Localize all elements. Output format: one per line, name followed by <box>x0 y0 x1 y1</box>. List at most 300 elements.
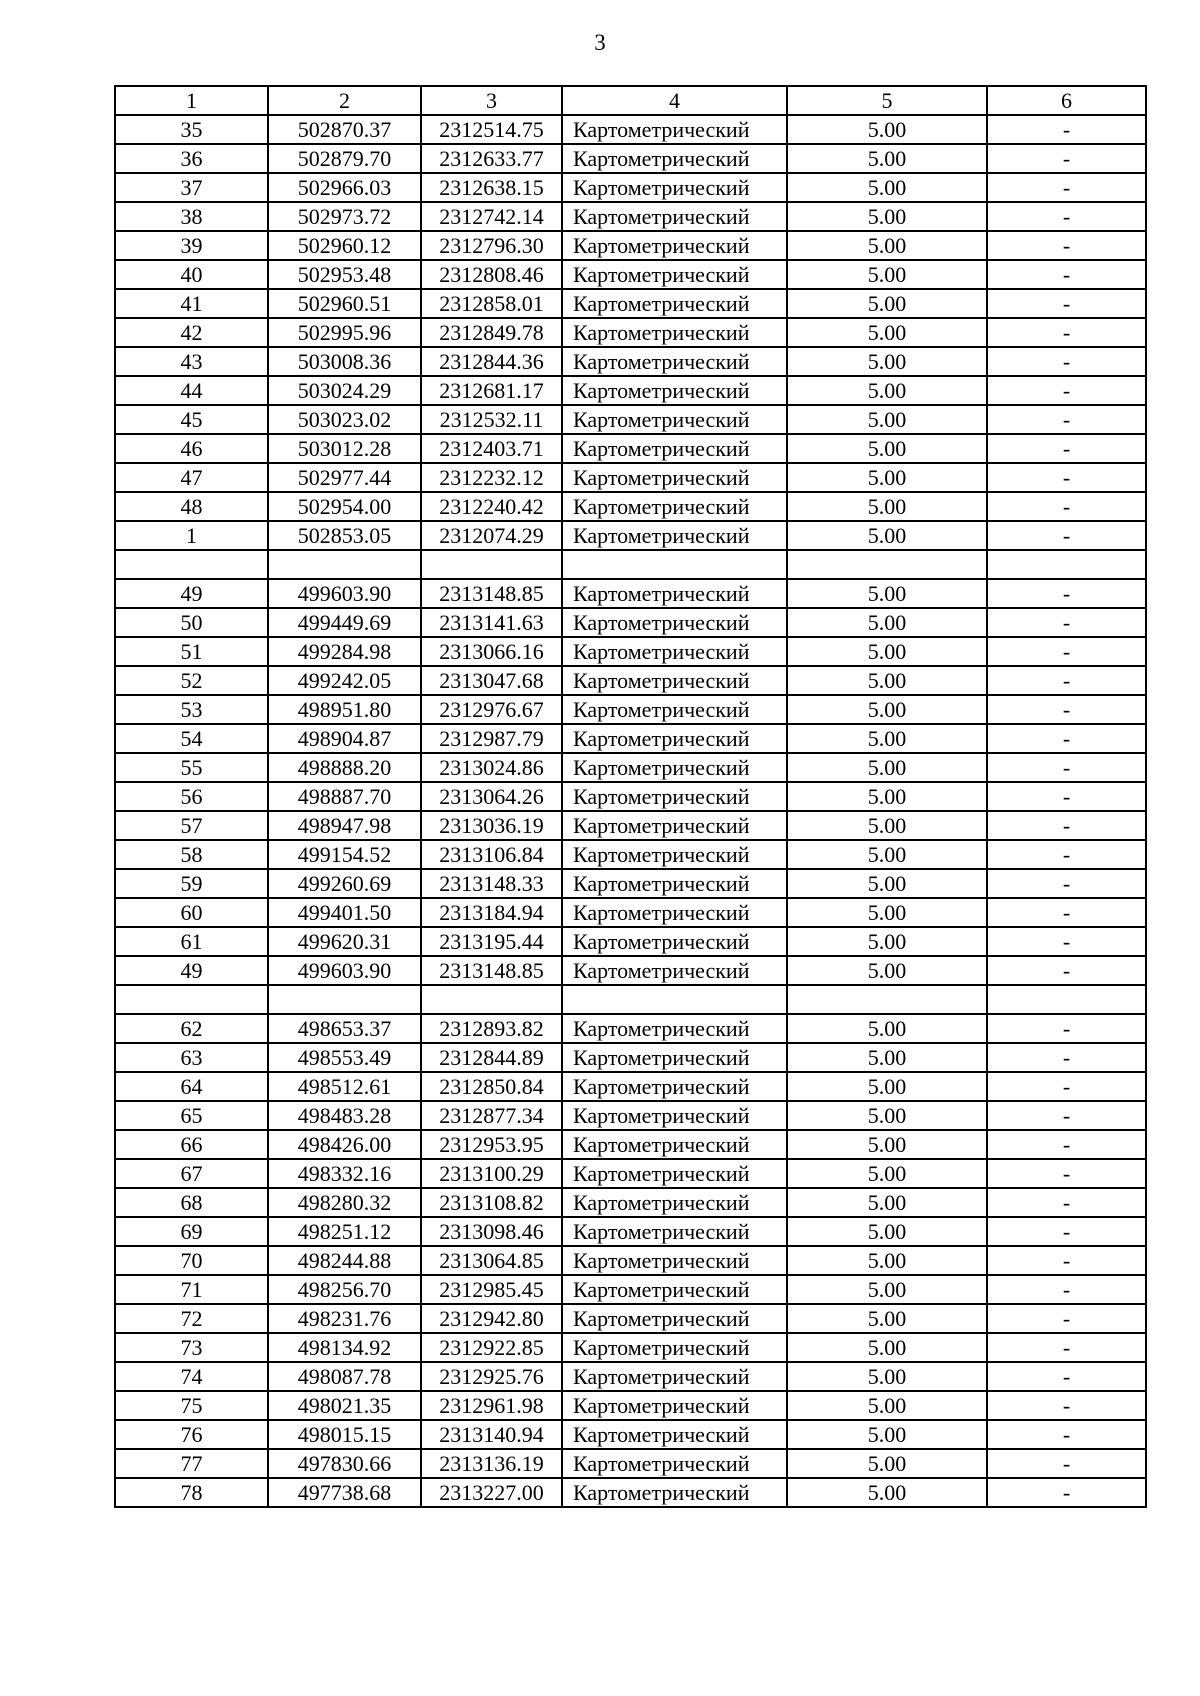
table-cell-col5: 5.00 <box>787 492 987 521</box>
header-row <box>115 86 1146 115</box>
table-cell-col5: 5.00 <box>787 173 987 202</box>
table-cell-col4: Картометрический <box>562 1072 787 1101</box>
table-row <box>115 579 1146 608</box>
table-cell-col1: 45 <box>115 405 268 434</box>
table-cell-col3: 2312844.89 <box>421 1043 562 1072</box>
table-cell-col4: Картометрический <box>562 724 787 753</box>
table-cell-col2: 498280.32 <box>268 1188 421 1217</box>
table-cell-col5: 5.00 <box>787 289 987 318</box>
table-cell-col6: - <box>987 1246 1146 1275</box>
header-cell-1: 1 <box>115 86 268 115</box>
table-cell-col6: - <box>987 1478 1146 1507</box>
table-cell-col2: 498426.00 <box>268 1130 421 1159</box>
table-cell-col3: 2312961.98 <box>421 1391 562 1420</box>
table-cell-col1: 35 <box>115 115 268 144</box>
table-cell-col5: 5.00 <box>787 1333 987 1362</box>
table-cell-col1: 60 <box>115 898 268 927</box>
table-cell-col1: 62 <box>115 1014 268 1043</box>
table-cell-col4: Картометрический <box>562 637 787 666</box>
table-row <box>115 347 1146 376</box>
table-row <box>115 840 1146 869</box>
table-cell-col4: Картометрический <box>562 492 787 521</box>
table-cell-col3: 2312403.71 <box>421 434 562 463</box>
table-cell-col6: - <box>987 1304 1146 1333</box>
table-cell-col1: 53 <box>115 695 268 724</box>
table-cell-col5: 5.00 <box>787 405 987 434</box>
header-cell-4: 4 <box>562 86 787 115</box>
table-cell-col1: 64 <box>115 1072 268 1101</box>
table-cell-col2: 503008.36 <box>268 347 421 376</box>
table-cell-col3: 2312953.95 <box>421 1130 562 1159</box>
table-cell-col4: Картометрический <box>562 1304 787 1333</box>
table-row <box>115 898 1146 927</box>
table-cell-col6: - <box>987 1362 1146 1391</box>
table-cell-col1: 51 <box>115 637 268 666</box>
table-cell-col2: 498553.49 <box>268 1043 421 1072</box>
table-row <box>115 405 1146 434</box>
table-row <box>115 1420 1146 1449</box>
table-cell-col2: 502966.03 <box>268 173 421 202</box>
table-cell-col5: 5.00 <box>787 434 987 463</box>
table-cell-col4: Картометрический <box>562 1101 787 1130</box>
table-cell-col1: 59 <box>115 869 268 898</box>
table-cell-col1: 57 <box>115 811 268 840</box>
table-cell-col3: 2312849.78 <box>421 318 562 347</box>
table-cell-col4: Картометрический <box>562 695 787 724</box>
table-cell-col2: 498332.16 <box>268 1159 421 1188</box>
table-cell-col3: 2312850.84 <box>421 1072 562 1101</box>
table-cell-col2: 499449.69 <box>268 608 421 637</box>
table-cell-col6: - <box>987 376 1146 405</box>
table-cell-col5: 5.00 <box>787 1130 987 1159</box>
table-cell-col6: - <box>987 579 1146 608</box>
table-cell-col6: - <box>987 956 1146 985</box>
table-cell-col3: 2313100.29 <box>421 1159 562 1188</box>
table-cell-col4: Картометрический <box>562 869 787 898</box>
table-cell-col1: 58 <box>115 840 268 869</box>
table-cell-col4: Картометрический <box>562 405 787 434</box>
table-cell-col4: Картометрический <box>562 144 787 173</box>
table-row <box>115 1101 1146 1130</box>
table-cell-col1: 49 <box>115 579 268 608</box>
table-cell-col2: 498256.70 <box>268 1275 421 1304</box>
table-cell-col4: Картометрический <box>562 782 787 811</box>
table-row <box>115 1478 1146 1507</box>
table-cell-col4: Картометрический <box>562 376 787 405</box>
table-cell-col5: 5.00 <box>787 1159 987 1188</box>
header-cell-5: 5 <box>787 86 987 115</box>
table-cell-col1: 70 <box>115 1246 268 1275</box>
table-cell-col6: - <box>987 1449 1146 1478</box>
table-cell-col6: - <box>987 1420 1146 1449</box>
table-cell-col2: 503024.29 <box>268 376 421 405</box>
table-cell-col3: 2313047.68 <box>421 666 562 695</box>
table-cell-col5: 5.00 <box>787 927 987 956</box>
table-cell-col4: Картометрический <box>562 1159 787 1188</box>
table-cell-col4: Картометрический <box>562 1333 787 1362</box>
page-number: 3 <box>594 30 606 55</box>
table-cell-col1: 41 <box>115 289 268 318</box>
table-cell-col2: 503023.02 <box>268 405 421 434</box>
header-cell-2: 2 <box>268 86 421 115</box>
table-cell-col3: 2313106.84 <box>421 840 562 869</box>
table-cell-col6: - <box>987 1217 1146 1246</box>
table-cell-col5: 5.00 <box>787 666 987 695</box>
table-cell-col5: 5.00 <box>787 811 987 840</box>
table-cell-col3: 2312232.12 <box>421 463 562 492</box>
table-row <box>115 318 1146 347</box>
table-cell-col3: 2313108.82 <box>421 1188 562 1217</box>
table-cell-col4: Картометрический <box>562 434 787 463</box>
table-cell-col6: - <box>987 434 1146 463</box>
table-cell-col4 <box>562 550 787 579</box>
table-cell-col3: 2312514.75 <box>421 115 562 144</box>
table-cell-col6: - <box>987 724 1146 753</box>
table-cell-col5: 5.00 <box>787 956 987 985</box>
table-cell-col1: 75 <box>115 1391 268 1420</box>
table-cell-col6: - <box>987 347 1146 376</box>
table-cell-col2: 498887.70 <box>268 782 421 811</box>
table-row <box>115 1304 1146 1333</box>
table-cell-col2: 498483.28 <box>268 1101 421 1130</box>
table-cell-col6: - <box>987 289 1146 318</box>
table-cell-col5 <box>787 985 987 1014</box>
table-cell-col5: 5.00 <box>787 1478 987 1507</box>
table-cell-col2: 498015.15 <box>268 1420 421 1449</box>
table-cell-col3: 2313148.85 <box>421 579 562 608</box>
table-cell-col1: 78 <box>115 1478 268 1507</box>
table-row <box>115 173 1146 202</box>
table-cell-col3: 2312532.11 <box>421 405 562 434</box>
table-row <box>115 1159 1146 1188</box>
table-cell-col3: 2313148.85 <box>421 956 562 985</box>
table-cell-col4: Картометрический <box>562 1217 787 1246</box>
table-cell-col2: 498251.12 <box>268 1217 421 1246</box>
table-cell-col4: Картометрический <box>562 1275 787 1304</box>
table-cell-col3: 2313227.00 <box>421 1478 562 1507</box>
table-cell-col2: 499154.52 <box>268 840 421 869</box>
table-cell-col1: 56 <box>115 782 268 811</box>
table-cell-col1: 63 <box>115 1043 268 1072</box>
table-cell-col2: 502960.51 <box>268 289 421 318</box>
coordinates-table <box>114 85 1147 1508</box>
table-cell-col4: Картометрический <box>562 231 787 260</box>
table-cell-col2: 498021.35 <box>268 1391 421 1420</box>
table-row <box>115 463 1146 492</box>
table-row <box>115 1391 1146 1420</box>
table-cell-col3: 2312796.30 <box>421 231 562 260</box>
table-cell-col3: 2313148.33 <box>421 869 562 898</box>
header-cell-3: 3 <box>421 86 562 115</box>
table-cell-col4: Картометрический <box>562 608 787 637</box>
table-cell-col2: 498231.76 <box>268 1304 421 1333</box>
table-cell-col5: 5.00 <box>787 753 987 782</box>
table-cell-col4: Картометрический <box>562 347 787 376</box>
table-cell-col4: Картометрический <box>562 1043 787 1072</box>
table-cell-col5: 5.00 <box>787 376 987 405</box>
table-cell-col5: 5.00 <box>787 231 987 260</box>
table-cell-col5: 5.00 <box>787 1072 987 1101</box>
table-cell-col6: - <box>987 666 1146 695</box>
table-cell-col2: 497738.68 <box>268 1478 421 1507</box>
table-cell-col6: - <box>987 1275 1146 1304</box>
table-cell-col5: 5.00 <box>787 318 987 347</box>
table-row <box>115 956 1146 985</box>
table-cell-col2: 499242.05 <box>268 666 421 695</box>
table-cell-col2: 502870.37 <box>268 115 421 144</box>
table-row <box>115 753 1146 782</box>
table-row <box>115 1043 1146 1072</box>
table-cell-col3: 2312877.34 <box>421 1101 562 1130</box>
table-cell-col4: Картометрический <box>562 956 787 985</box>
table-cell-col2: 502853.05 <box>268 521 421 550</box>
table-cell-col5: 5.00 <box>787 608 987 637</box>
table-cell-col3: 2312858.01 <box>421 289 562 318</box>
table-cell-col6: - <box>987 521 1146 550</box>
table-cell-col1: 52 <box>115 666 268 695</box>
table-cell-col5: 5.00 <box>787 202 987 231</box>
table-cell-col2: 499260.69 <box>268 869 421 898</box>
table-cell-col2: 502954.00 <box>268 492 421 521</box>
table-cell-col1: 37 <box>115 173 268 202</box>
table-cell-col6: - <box>987 318 1146 347</box>
table-cell-col3 <box>421 985 562 1014</box>
table-cell-col3: 2313136.19 <box>421 1449 562 1478</box>
table-row <box>115 782 1146 811</box>
table-cell-col5: 5.00 <box>787 347 987 376</box>
table-cell-col4: Картометрический <box>562 1246 787 1275</box>
table-row <box>115 1072 1146 1101</box>
table-cell-col2 <box>268 550 421 579</box>
table-cell-col6: - <box>987 840 1146 869</box>
table-cell-col6: - <box>987 811 1146 840</box>
table-cell-col5: 5.00 <box>787 1014 987 1043</box>
table-cell-col3: 2312844.36 <box>421 347 562 376</box>
table-cell-col4: Картометрический <box>562 202 787 231</box>
table-cell-col1: 76 <box>115 1420 268 1449</box>
table-cell-col5: 5.00 <box>787 1217 987 1246</box>
table-cell-col2: 499401.50 <box>268 898 421 927</box>
table-cell-col6: - <box>987 1130 1146 1159</box>
table-row <box>115 115 1146 144</box>
table-cell-col2: 498512.61 <box>268 1072 421 1101</box>
table-cell-col4: Картометрический <box>562 289 787 318</box>
table-cell-col2: 498244.88 <box>268 1246 421 1275</box>
table-cell-col4: Картометрический <box>562 1420 787 1449</box>
table-cell-col1: 61 <box>115 927 268 956</box>
table-cell-col1: 72 <box>115 1304 268 1333</box>
table-row <box>115 811 1146 840</box>
table-cell-col6: - <box>987 260 1146 289</box>
header-cell-6: 6 <box>987 86 1146 115</box>
table-cell-col3: 2312987.79 <box>421 724 562 753</box>
table-cell-col2: 499603.90 <box>268 579 421 608</box>
table-row <box>115 144 1146 173</box>
table-cell-col3: 2313195.44 <box>421 927 562 956</box>
table-row <box>115 927 1146 956</box>
table-row <box>115 289 1146 318</box>
table-cell-col6: - <box>987 782 1146 811</box>
table-row <box>115 1130 1146 1159</box>
table-cell-col3: 2312922.85 <box>421 1333 562 1362</box>
table-cell-col1: 77 <box>115 1449 268 1478</box>
table-cell-col2: 497830.66 <box>268 1449 421 1478</box>
table-cell-col4: Картометрический <box>562 318 787 347</box>
table-row <box>115 376 1146 405</box>
table-header <box>115 86 1146 115</box>
table-cell-col1: 1 <box>115 521 268 550</box>
table-cell-col5: 5.00 <box>787 637 987 666</box>
table-cell-col6 <box>987 550 1146 579</box>
table-cell-col4: Картометрический <box>562 173 787 202</box>
table-cell-col3: 2312808.46 <box>421 260 562 289</box>
table-cell-col2: 502879.70 <box>268 144 421 173</box>
table-cell-col5: 5.00 <box>787 1449 987 1478</box>
table-row <box>115 434 1146 463</box>
table-row <box>115 1275 1146 1304</box>
table-cell-col6: - <box>987 1188 1146 1217</box>
table-cell-col6: - <box>987 1391 1146 1420</box>
table-cell-col4: Картометрический <box>562 1391 787 1420</box>
table-cell-col4: Картометрический <box>562 579 787 608</box>
table-cell-col1: 42 <box>115 318 268 347</box>
table-cell-col5: 5.00 <box>787 144 987 173</box>
table-cell-col6 <box>987 985 1146 1014</box>
table-cell-col3 <box>421 550 562 579</box>
table-cell-col3: 2313184.94 <box>421 898 562 927</box>
table-cell-col2: 498087.78 <box>268 1362 421 1391</box>
table-cell-col2: 498947.98 <box>268 811 421 840</box>
table-row <box>115 666 1146 695</box>
table-cell-col3: 2313140.94 <box>421 1420 562 1449</box>
table-cell-col3: 2313064.85 <box>421 1246 562 1275</box>
table-cell-col3: 2313024.86 <box>421 753 562 782</box>
table-cell-col5: 5.00 <box>787 869 987 898</box>
table-cell-col6: - <box>987 144 1146 173</box>
table-cell-col1: 65 <box>115 1101 268 1130</box>
table-cell-col5: 5.00 <box>787 579 987 608</box>
table-cell-col4: Картометрический <box>562 463 787 492</box>
table-cell-col6: - <box>987 202 1146 231</box>
table-row <box>115 1246 1146 1275</box>
table-row <box>115 202 1146 231</box>
table-row <box>115 521 1146 550</box>
table-cell-col5: 5.00 <box>787 1391 987 1420</box>
table-row <box>115 231 1146 260</box>
table-row <box>115 724 1146 753</box>
table-cell-col3: 2312638.15 <box>421 173 562 202</box>
table-cell-col5: 5.00 <box>787 695 987 724</box>
table-cell-col6: - <box>987 231 1146 260</box>
table-cell-col1 <box>115 985 268 1014</box>
table-cell-col1: 71 <box>115 1275 268 1304</box>
table-cell-col2: 499603.90 <box>268 956 421 985</box>
table-cell-col5: 5.00 <box>787 260 987 289</box>
table-cell-col6: - <box>987 1043 1146 1072</box>
table-row <box>115 1188 1146 1217</box>
table-cell-col3: 2313066.16 <box>421 637 562 666</box>
table-row <box>115 985 1146 1014</box>
table-cell-col6: - <box>987 115 1146 144</box>
table-cell-col3: 2312985.45 <box>421 1275 562 1304</box>
table-cell-col1: 69 <box>115 1217 268 1246</box>
table-cell-col2: 498888.20 <box>268 753 421 782</box>
table-cell-col4: Картометрический <box>562 898 787 927</box>
table-cell-col6: - <box>987 608 1146 637</box>
table-cell-col6: - <box>987 1159 1146 1188</box>
table-cell-col2: 502977.44 <box>268 463 421 492</box>
table-cell-col2: 502995.96 <box>268 318 421 347</box>
table-cell-col5: 5.00 <box>787 1043 987 1072</box>
table-cell-col4: Картометрический <box>562 1449 787 1478</box>
table-row <box>115 1362 1146 1391</box>
table-cell-col6: - <box>987 405 1146 434</box>
table-cell-col4: Картометрический <box>562 1130 787 1159</box>
table-cell-col5: 5.00 <box>787 840 987 869</box>
table-row <box>115 260 1146 289</box>
table-cell-col1: 73 <box>115 1333 268 1362</box>
table-cell-col2: 503012.28 <box>268 434 421 463</box>
table-cell-col4: Картометрический <box>562 927 787 956</box>
table-cell-col6: - <box>987 173 1146 202</box>
table-cell-col4: Картометрический <box>562 521 787 550</box>
table-cell-col3: 2312976.67 <box>421 695 562 724</box>
table-cell-col3: 2312925.76 <box>421 1362 562 1391</box>
table-cell-col5 <box>787 550 987 579</box>
table-cell-col5: 5.00 <box>787 1101 987 1130</box>
table-cell-col2: 502973.72 <box>268 202 421 231</box>
table-cell-col5: 5.00 <box>787 1362 987 1391</box>
table-cell-col6: - <box>987 1101 1146 1130</box>
table-cell-col4: Картометрический <box>562 115 787 144</box>
table-cell-col6: - <box>987 898 1146 927</box>
table-cell-col1: 49 <box>115 956 268 985</box>
table-cell-col1: 39 <box>115 231 268 260</box>
table-cell-col1: 55 <box>115 753 268 782</box>
table-cell-col6: - <box>987 492 1146 521</box>
table-cell-col4: Картометрический <box>562 1014 787 1043</box>
table-cell-col5: 5.00 <box>787 898 987 927</box>
table-cell-col5: 5.00 <box>787 724 987 753</box>
table-cell-col4 <box>562 985 787 1014</box>
table-cell-col2: 498951.80 <box>268 695 421 724</box>
table-cell-col4: Картометрический <box>562 840 787 869</box>
table-cell-col1 <box>115 550 268 579</box>
table-row <box>115 1333 1146 1362</box>
table-cell-col4: Картометрический <box>562 811 787 840</box>
table-cell-col1: 40 <box>115 260 268 289</box>
table-cell-col1: 47 <box>115 463 268 492</box>
table-cell-col3: 2312942.80 <box>421 1304 562 1333</box>
table-cell-col6: - <box>987 927 1146 956</box>
table-cell-col6: - <box>987 753 1146 782</box>
table-cell-col1: 67 <box>115 1159 268 1188</box>
table-cell-col1: 44 <box>115 376 268 405</box>
table-cell-col3: 2313036.19 <box>421 811 562 840</box>
table-cell-col2: 498134.92 <box>268 1333 421 1362</box>
table-row <box>115 695 1146 724</box>
table-row <box>115 637 1146 666</box>
table-cell-col2: 498653.37 <box>268 1014 421 1043</box>
table-cell-col3: 2312681.17 <box>421 376 562 405</box>
table-cell-col3: 2313098.46 <box>421 1217 562 1246</box>
table-cell-col5: 5.00 <box>787 1420 987 1449</box>
table-cell-col6: - <box>987 637 1146 666</box>
table-cell-col4: Картометрический <box>562 1188 787 1217</box>
table-cell-col3: 2312074.29 <box>421 521 562 550</box>
table-cell-col6: - <box>987 695 1146 724</box>
table-cell-col5: 5.00 <box>787 1275 987 1304</box>
